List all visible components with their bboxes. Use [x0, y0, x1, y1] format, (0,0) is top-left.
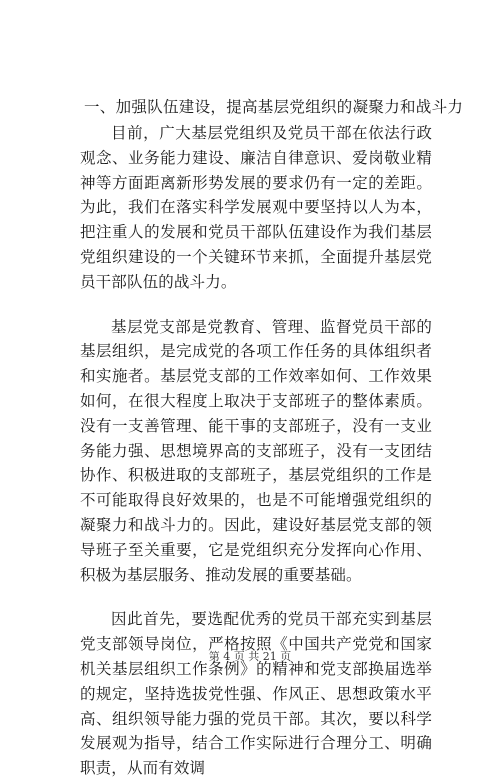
section-heading: 一、加强队伍建设，提高基层党组织的凝聚力和战斗力 [84, 98, 464, 116]
body-text [80, 121, 432, 781]
page-number-footer: 第 4 页 共 21 页 [208, 650, 292, 663]
paragraph-2: 基层党支部是党教育、管理、监督党员干部的基层组织，是完成党的各项工作任务的具体组织者和实施者。基层党支部的工作效率如何、工作效果如何，在很大程度上取决于支部班子的整体素质。没有一支善管理、能干事的支部班子，没有一支业务能力强、思想境界高的支部班子，没有一支团结协作、积极进取的支部班子，基层党组织的工作是不可能取得良好效果的，也是不可能增强党组织的凝聚力和战斗力的。因此，建设好基层党支部的领导班子至关重要，它是党组织充分发挥向心作用、积极为基层服务、推动发展的重要基础。 [80, 317, 432, 584]
paragraph-1: 目前，广大基层党组织及党员干部在依法行政观念、业务能力建设、廉洁自律意识、爱岗敬业精神等方面距离新形势发展的要求仍有一定的差距。为此，我们在落实科学发展观中要坚持以人为本，把注重人的发展和党员干部队伍建设作为我们基层党组织建设的一个关键环节来抓，全面提升基层党员干部队伍的战斗力。 [80, 124, 432, 291]
paragraph-3: 因此首先，要选配优秀的党员干部充实到基层党支部领导岗位，严格按照《中国共产党党和国家机关基层组织工作条例》的精神和党支部换届选举的规定，坚持选拔党性强、作风正、思想政策水平高、组织领导能力强的党员干部。其次，要以科学发展观为指导，结合工作实际进行合理分工、明确职责，从而有效调 [80, 610, 432, 778]
